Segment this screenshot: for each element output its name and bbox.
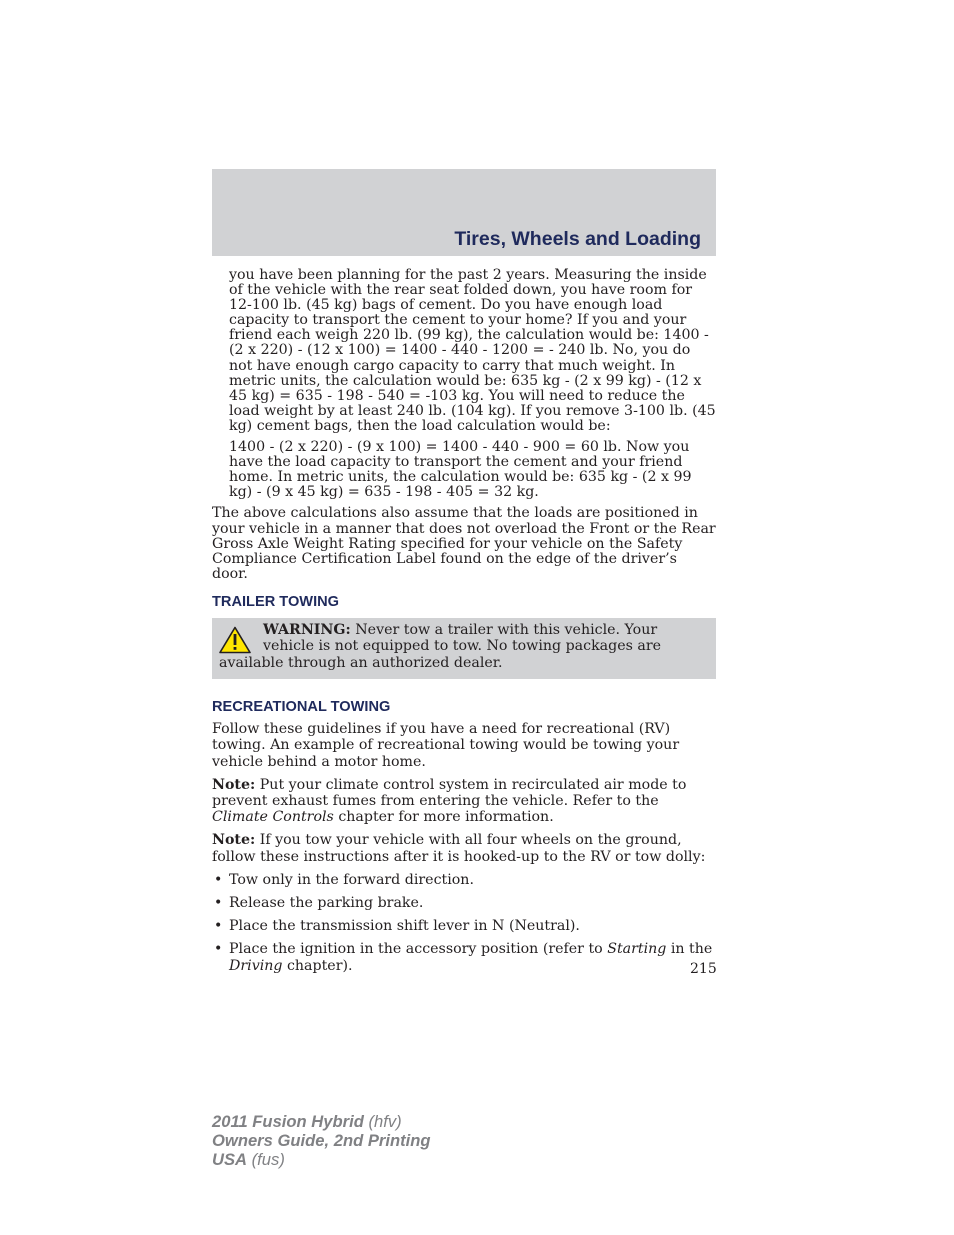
footer-guide-name: Owners Guide, 2nd Printing	[212, 1131, 431, 1150]
note-label: Note:	[212, 832, 256, 849]
starting-reference: Starting	[607, 941, 667, 958]
note-text: Put your climate control system in recirculated air mode to prevent exhaust fumes from entering the vehicle. Refer to the	[212, 776, 687, 809]
page-content	[212, 268, 716, 974]
list-item-text: Place the transmission shift lever in N (Neutral).	[229, 918, 580, 935]
warning-text: Never tow a trailer with this vehicle. Your vehicle is not equipped to tow. No towing packages are available through an authorized dealer.	[219, 621, 662, 671]
footer-market-code: (fus)	[247, 1150, 285, 1169]
list-item-text: Place the ignition in the accessory position (refer to	[229, 941, 608, 958]
list-item	[212, 895, 716, 911]
footer-market-name: USA	[212, 1150, 248, 1169]
list-item-text: chapter).	[282, 957, 353, 974]
footer-line-market	[212, 1150, 431, 1169]
bullet-icon: •	[214, 918, 223, 935]
bullet-icon: •	[214, 894, 223, 911]
list-item	[212, 941, 716, 973]
footer-line-model	[212, 1112, 431, 1131]
list-item	[212, 872, 716, 888]
footer-model-name: 2011 Fusion Hybrid	[212, 1112, 364, 1131]
document-footer	[212, 1112, 431, 1169]
four-wheels-note	[212, 832, 716, 864]
footer-line-guide	[212, 1131, 431, 1150]
rv-towing-paragraph: Follow these guidelines if you have a need for recreational (RV) towing. An example of recreational towing would be towing your vehicle behind a motor home.	[212, 721, 680, 770]
list-item	[212, 918, 716, 934]
driving-reference: Driving	[229, 957, 283, 974]
note-text: If you tow your vehicle with all four wheels on the ground, follow these instructions after it is hooked-up to the RV or tow dolly:	[212, 832, 706, 865]
reduced-load-paragraph: 1400 - (2 x 220) - (9 x 100) = 1400 - 440 - 900 = 60 lb. Now you have the load capacity to transport the cement and your friend home. In metric units, the calculation would be: 635 kg - (2 x 99 kg) - (9 x 45 kg) = 635 - 198 - 405 = 32 kg.	[229, 439, 692, 501]
axle-weight-paragraph: The above calculations also assume that the loads are positioned in your vehicle in a manner that does not overload the Front or the Rear Gross Axle Weight Rating specified for your vehicle on the Safety Compliance Certification Label found on the edge of the driver’s door.	[212, 505, 716, 582]
section-title: Tires, Wheels and Loading	[454, 228, 701, 250]
bullet-icon: •	[214, 871, 223, 888]
list-item-text: in the	[666, 941, 713, 958]
footer-model-code: (hfv)	[363, 1112, 402, 1131]
section-header-band	[212, 169, 716, 256]
note-text: chapter for more information.	[333, 809, 554, 826]
note-label: Note:	[212, 776, 256, 793]
page-number: 215	[690, 961, 717, 977]
warning-box	[212, 618, 716, 679]
warning-label: WARNING:	[263, 621, 351, 638]
warning-triangle-icon	[219, 626, 251, 654]
cement-example-paragraph: you have been planning for the past 2 years. Measuring the inside of the vehicle with the rear seat folded down, you have room for 12-100 lb. (45 kg) bags of cement. Do you have enough load capacity to transport the cement to your home? If you and your friend each weigh 220 lb. (99 kg), the calculation would be: 1400 - (2 x 220) - (12 x 100) = 1400 - 440 - 1200 = - 240 lb. No, you do not have enough cargo capacity to carry that much weight. In metric units, the calculation would be: 635 kg - (2 x 99 kg) - (12 x 45 kg) = 635 - 198 - 540 = -103 kg. You will need to reduce the load weight by at least 240 lb. (104 kg). If you remove 3-100 lb. (45 kg) cement bags, then the load calculation would be:	[229, 267, 716, 434]
bullet-icon: •	[214, 941, 223, 958]
towing-instructions-list	[212, 872, 716, 974]
list-item-text: Release the parking brake.	[229, 894, 424, 911]
list-item-text: Tow only in the forward direction.	[229, 871, 474, 888]
climate-controls-reference: Climate Controls	[212, 809, 334, 826]
climate-note	[212, 777, 716, 826]
trailer-towing-heading: TRAILER TOWING	[212, 593, 340, 610]
recreational-towing-heading: RECREATIONAL TOWING	[212, 699, 391, 716]
